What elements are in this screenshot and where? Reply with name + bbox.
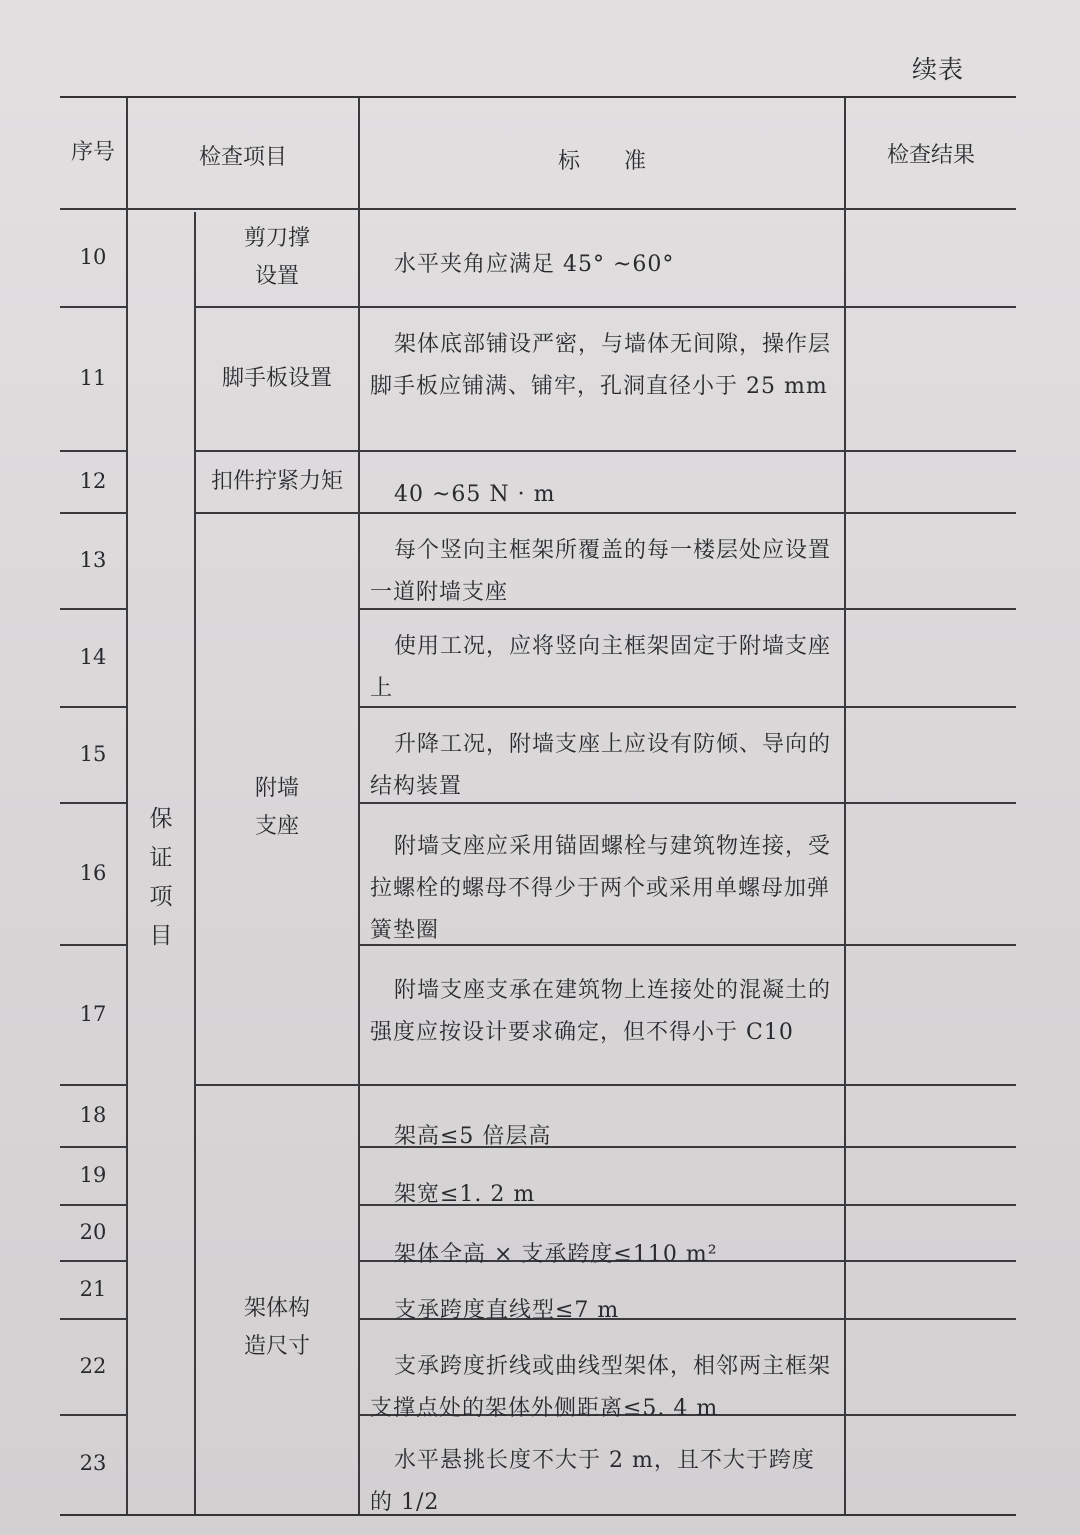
col-divider (844, 98, 846, 1514)
row-number: 20 (79, 1220, 107, 1245)
header-no: 序号 (70, 140, 115, 166)
col-divider (126, 98, 128, 1514)
group-scissor-brace: 剪刀撑 设置 (243, 225, 310, 289)
group-scaffold-board: 脚手板设置 (221, 366, 332, 392)
group-rule (194, 512, 358, 514)
row-number: 10 (79, 245, 107, 270)
row-number: 17 (79, 1002, 107, 1027)
row-number: 21 (79, 1277, 107, 1302)
standard-text: 支承跨度折线或曲线型架体，相邻两主框架支撑点处的架体外侧距离≤5. 4 m (370, 1354, 832, 1421)
row-number: 12 (79, 469, 107, 494)
standard-text: 使用工况，应将竖向主框架固定于附墙支座上 (370, 634, 832, 701)
row-number: 15 (79, 742, 107, 767)
header-item: 检查项目 (198, 145, 287, 171)
continued-table-label: 续表 (912, 55, 965, 84)
row-number: 18 (79, 1103, 107, 1128)
header-result: 检查结果 (886, 143, 975, 169)
row-number: 11 (79, 366, 107, 391)
standard-text: 水平悬挑长度不大于 2 m，且不大于跨度的 1/2 (370, 1448, 815, 1515)
row-rule (358, 306, 1016, 308)
inspection-table (60, 96, 1016, 1516)
row-number: 19 (79, 1163, 107, 1188)
group-rule (194, 1084, 358, 1086)
header-standard: 标 准 (557, 149, 646, 175)
col-divider (358, 98, 360, 1514)
standard-text: 40 ~65 N · m (394, 482, 556, 507)
group-fastener-torque: 扣件拧紧力矩 (210, 469, 343, 495)
standard-text: 附墙支座支承在建筑物上连接处的混凝土的强度应按设计要求确定，但不得小于 C10 (370, 978, 832, 1045)
group-frame-dimensions: 架体构 造尺寸 (243, 1295, 310, 1359)
row-number: 23 (79, 1451, 107, 1476)
row-number: 16 (79, 861, 107, 886)
standard-text: 每个竖向主框架所覆盖的每一楼层处应设置一道附墙支座 (370, 538, 832, 605)
standard-text: 架体底部铺设严密，与墙体无间隙，操作层脚手板应铺满、铺牢，孔洞直径小于 25 mm (370, 332, 832, 399)
standard-text: 水平夹角应满足 45° ~60° (394, 252, 675, 277)
standard-text: 附墙支座应采用锚固螺栓与建筑物连接，受拉螺栓的螺母不得少于两个或采用单螺母加弹簧垫圈 (370, 834, 832, 943)
row-rule (358, 1084, 1016, 1086)
row-number: 14 (79, 645, 107, 670)
standard-text: 升降工况，附墙支座上应设有防倾、导向的结构装置 (370, 732, 832, 799)
category-label: 保证项目 (149, 806, 173, 949)
row-rule (358, 450, 1016, 452)
standard-text: 支承跨度直线型≤7 m (394, 1298, 620, 1323)
standard-text: 架高≤5 倍层高 (394, 1124, 552, 1149)
standard-text: 架宽≤1. 2 m (394, 1182, 536, 1207)
row-number: 22 (79, 1354, 107, 1379)
standard-text: 架体全高 × 支承跨度≤110 m² (394, 1242, 718, 1267)
row-number: 13 (79, 548, 107, 573)
group-wall-support: 附墙 支座 (254, 775, 299, 839)
